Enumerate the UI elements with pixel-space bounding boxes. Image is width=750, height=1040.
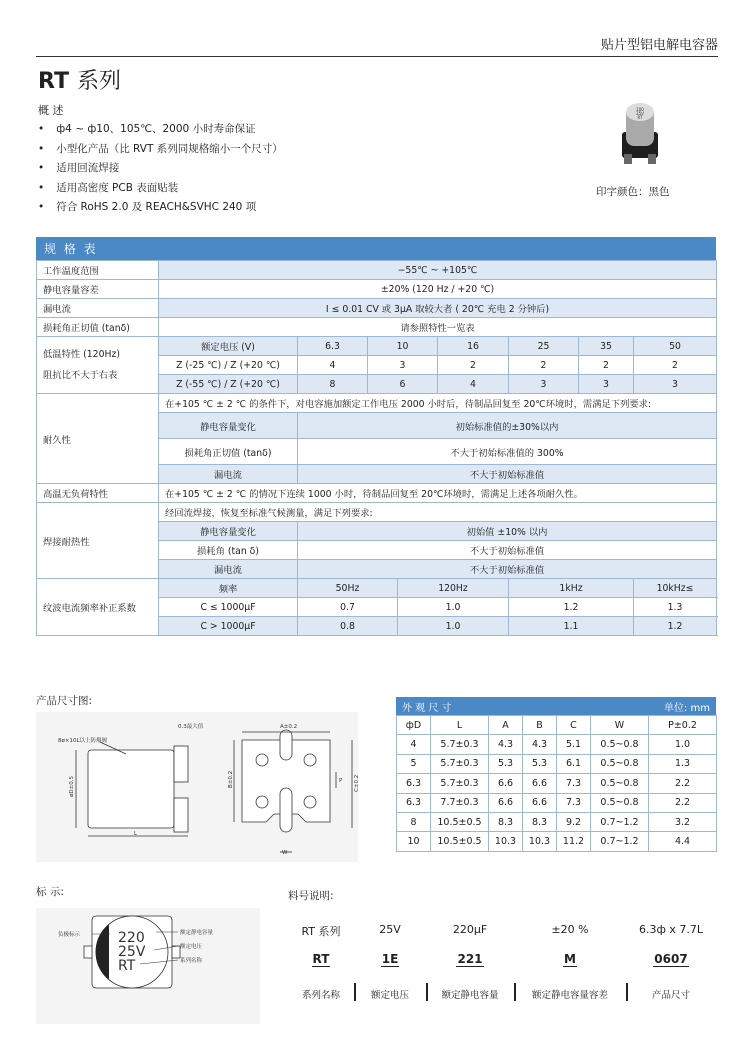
lowtemp-label-2: 阻抗比不大于右表 [43,370,118,381]
negative-mark-label: 负极标示 [58,932,81,938]
code-size: 0607 [654,952,688,966]
feature-item: • 适用高密度 PCB 表面贴装 [38,179,283,199]
dimension-cell: 2.2 [649,774,717,793]
voltage-cell: 6.3 [298,337,368,356]
external-dimension-table [396,715,717,852]
dimension-label: 产品尺寸图: [36,695,93,707]
code-voltage: 1E [381,952,399,966]
part-number-codes [288,952,716,966]
desc-capacitance: 额定静电容量 [426,987,514,1001]
code-series: RT [312,952,330,966]
dimension-cell: 7.3 [557,774,591,793]
callout-series: 系列名称 [180,958,203,964]
dimension-header: P±0.2 [649,716,717,735]
capacitor-marking: 100 [636,107,644,112]
dimension-cell: 8.3 [523,812,557,831]
dimension-cell: 5.1 [557,735,591,754]
print-color: 印字颜色：黑色 [596,186,670,198]
voltage-cell: 35 [579,337,634,356]
dimension-cell: 10.5±0.5 [431,832,489,851]
capacitor-marking: 25V [636,111,644,116]
voltage-cell: 25 [509,337,579,356]
table-row [397,754,717,773]
solder-item: 静电容量变化 [159,522,298,541]
voltage-cell: 50 [634,337,717,356]
dimension-cell: 0.5~0.8 [591,735,649,754]
voltage-cell: 10 [368,337,438,356]
spec-value: −55℃ ~ +105℃ [159,261,717,280]
impedance-cell: 2 [509,356,579,375]
dimension-cell: 5.3 [489,754,523,773]
dimension-cell: 4 [397,735,431,754]
endurance-value: 不大于初始标准值的 300% [298,439,717,465]
impedance-cell: 2 [634,356,717,375]
part-number-descriptions [288,987,716,1001]
code-capacitance: 221 [457,952,483,966]
dimension-cell: 6.6 [523,774,557,793]
desc-size: 产品尺寸 [626,987,716,1001]
dim-d-label: øD±0.5 [69,776,75,797]
solder-item: 损耗角 (tan δ) [159,541,298,560]
spec-value: I ≤ 0.01 CV 或 3μA 取较大者 ( 20℃ 充电 2 分钟后) [159,299,717,318]
part-number-label: 料号说明: [288,890,334,902]
capacitor-marking: RT [637,115,643,120]
ripple-cell: 0.8 [298,617,398,636]
dimension-header: C [557,716,591,735]
ripple-cell: 1.0 [398,598,509,617]
capacitor-product-image [618,100,662,166]
feature-list [38,120,283,218]
dimension-cell: 1.0 [649,735,717,754]
endurance-item: 损耗角正切值 (tanδ) [159,439,298,465]
solder-value: 不大于初始标准值 [298,560,717,579]
dim-c-label: C±0.2 [354,774,360,792]
freq-cell: 1kHz [509,579,634,598]
dimension-cell: 4.4 [649,832,717,851]
freq-cell: 10kHz≤ [634,579,717,598]
endurance-item: 漏电流 [159,465,298,484]
example-capacitance: 220μF [452,923,488,936]
dimension-header: фD [397,716,431,735]
dimension-cell: 5 [397,754,431,773]
dimension-cell: 6.6 [523,793,557,812]
dimension-header: L [431,716,489,735]
example-voltage: 25V [379,923,401,936]
dimension-cell: 6.6 [489,793,523,812]
impedance-cell: 2 [438,356,509,375]
ripple-row-label: C > 1000μF [159,617,298,636]
spec-label: 静电容量容差 [37,280,159,299]
dimension-cell: 9.2 [557,812,591,831]
dim-b-label: B±0.2 [228,770,234,788]
desc-series: 系列名称 [301,990,340,1001]
ripple-cell: 0.7 [298,598,398,617]
overview-label: 概 述 [38,104,64,117]
max-label: 0.3最大值 [178,724,204,730]
impedance-cell: 3 [579,375,634,394]
dimension-cell: 6.3 [397,793,431,812]
feature-item: • ф4 ~ ф10、105℃、2000 小时寿命保证 [38,120,283,140]
spec-label: 漏电流 [37,299,159,318]
freq-cell: 50Hz [298,579,398,598]
dimension-cell: 3.2 [649,812,717,831]
endurance-value: 不大于初始标准值 [298,465,717,484]
endurance-value: 初始标准值的±30%以内 [298,413,717,439]
solder-value: 初始值 ±10% 以内 [298,522,717,541]
solder-condition: 经回流焊接，恢复至标准气候测量，满足下列要求: [159,503,717,522]
feature-item: • 符合 RoHS 2.0 及 REACH&SVHC 240 项 [38,198,283,218]
solder-value: 不大于初始标准值 [298,541,717,560]
dimension-cell: 0.7~1.2 [591,812,649,831]
dim-a-label: A±0.2 [280,724,298,730]
voltage-cell: 16 [438,337,509,356]
dimension-cell: 11.2 [557,832,591,851]
dimension-header: W [591,716,649,735]
example-tolerance: ±20 % [551,923,589,936]
external-dimension-header [396,697,716,715]
spec-value: ±20% (120 Hz / +20 ℃) [159,280,717,299]
dimension-cell: 6.1 [557,754,591,773]
freq-cell: 120Hz [398,579,509,598]
dimension-cell: 7.3 [557,793,591,812]
dimension-cell: 0.7~1.2 [591,832,649,851]
example-size: 6.3ф x 7.7L [638,923,704,936]
vent-label: 8ø×10L以上防爆阀 [58,738,108,744]
dim-p-label: P [339,778,343,784]
series-code: RT [38,69,69,94]
spec-label: 工作温度范围 [37,261,159,280]
dimension-cell: 7.7±0.3 [431,793,489,812]
ripple-cell: 1.2 [634,617,717,636]
dimension-cell: 8.3 [489,812,523,831]
spec-label: 焊接耐热性 [37,503,159,579]
table-row [397,832,717,851]
ripple-row-label: C ≤ 1000μF [159,598,298,617]
part-number-example [288,923,716,939]
dimension-header: A [489,716,523,735]
callout-voltage: 额定电压 [180,944,203,950]
ripple-cell: 1.2 [509,598,634,617]
dimension-cell: 10.5±0.5 [431,812,489,831]
marking-label: 标 示: [36,886,64,898]
impedance-cell: 4 [298,356,368,375]
spec-label: 纹波电流频率补正系数 [37,579,159,636]
dimension-cell: 4.3 [489,735,523,754]
impedance-label: Z (-25 ℃) / Z (+20 ℃) [159,356,298,375]
spec-table [36,260,717,636]
spec-label [37,337,159,394]
spec-label: 损耗角正切值 (tanδ) [37,318,159,337]
dimension-cell: 5.7±0.3 [431,735,489,754]
ripple-cell: 1.1 [509,617,634,636]
endurance-item: 静电容量变化 [159,413,298,439]
solder-item: 漏电流 [159,560,298,579]
dimension-header-row [397,716,717,735]
spec-value: 请参照特性一览表 [159,318,717,337]
dimension-cell: 1.3 [649,754,717,773]
example-series: RT 系列 [301,925,341,938]
marking-voltage: 25V [118,944,146,960]
marking-series: RT [118,958,136,974]
dimension-cell: 2.2 [649,793,717,812]
marking-capacitance: 220 [118,930,145,946]
endurance-condition: 在+105 ℃ ± 2 ℃ 的条件下，对电容施加额定工作电压 2000 小时后，待制品回复至 20℃环境时，需满足下列要求: [159,394,717,413]
table-row [397,793,717,812]
spec-label: 高温无负荷特性 [37,484,159,503]
dimension-cell: 10.3 [523,832,557,851]
impedance-cell: 8 [298,375,368,394]
dimension-cell: 5.3 [523,754,557,773]
table-row [397,812,717,831]
series-title [38,64,121,95]
impedance-cell: 3 [368,356,438,375]
feature-item: • 适用回流焊接 [38,159,283,179]
marking-drawing [36,908,260,1024]
freq-label: 频率 [159,579,298,598]
dim-w-label: W [282,850,288,856]
dimension-cell: 10.3 [489,832,523,851]
code-tolerance: M [564,952,576,966]
table-row [397,735,717,754]
dim-l-label: L [134,831,138,837]
dimension-cell: 6.6 [489,774,523,793]
impedance-cell: 3 [634,375,717,394]
impedance-cell: 6 [368,375,438,394]
ripple-cell: 1.0 [398,617,509,636]
ripple-cell: 1.3 [634,598,717,617]
dimension-cell: 5.7±0.3 [431,774,489,793]
feature-item: • 小型化产品（比 RVT 系列同规格缩小一个尺寸） [38,140,283,160]
impedance-label: Z (-55 ℃) / Z (+20 ℃) [159,375,298,394]
dimension-drawing [36,712,358,862]
callout-capacitance: 额定静电容量 [180,930,214,936]
header-rule [36,56,718,57]
unit-label: 单位: mm [663,703,710,714]
dimension-cell: 10 [397,832,431,851]
shelf-value: 在+105 ℃ ± 2 ℃ 的情况下连续 1000 小时，待制品回复至 20℃环境时，需满足上述各项耐久性。 [159,484,717,503]
dimension-cell: 4.3 [523,735,557,754]
desc-voltage: 额定电压 [354,987,426,1001]
dimension-cell: 8 [397,812,431,831]
dimension-cell: 0.5~0.8 [591,754,649,773]
dimension-cell: 6.3 [397,774,431,793]
impedance-cell: 4 [438,375,509,394]
series-name: 系列 [76,69,121,94]
category-title: 贴片型铝电解电容器 [600,38,718,53]
lowtemp-label-1: 低温特性 (120Hz) [43,349,121,360]
dimension-cell: 0.5~0.8 [591,774,649,793]
rated-voltage-label: 额定电压 (V) [159,337,298,356]
dimension-header: B [523,716,557,735]
external-dimension-title: 外 观 尺 寸 [402,703,452,714]
desc-tolerance: 额定静电容量容差 [514,987,626,1001]
spec-table-header: 规 格 表 [36,237,716,260]
dimension-cell: 5.7±0.3 [431,754,489,773]
dimension-cell: 0.5~0.8 [591,793,649,812]
impedance-cell: 3 [509,375,579,394]
spec-label: 耐久性 [37,394,159,484]
impedance-cell: 2 [579,356,634,375]
table-row [397,774,717,793]
